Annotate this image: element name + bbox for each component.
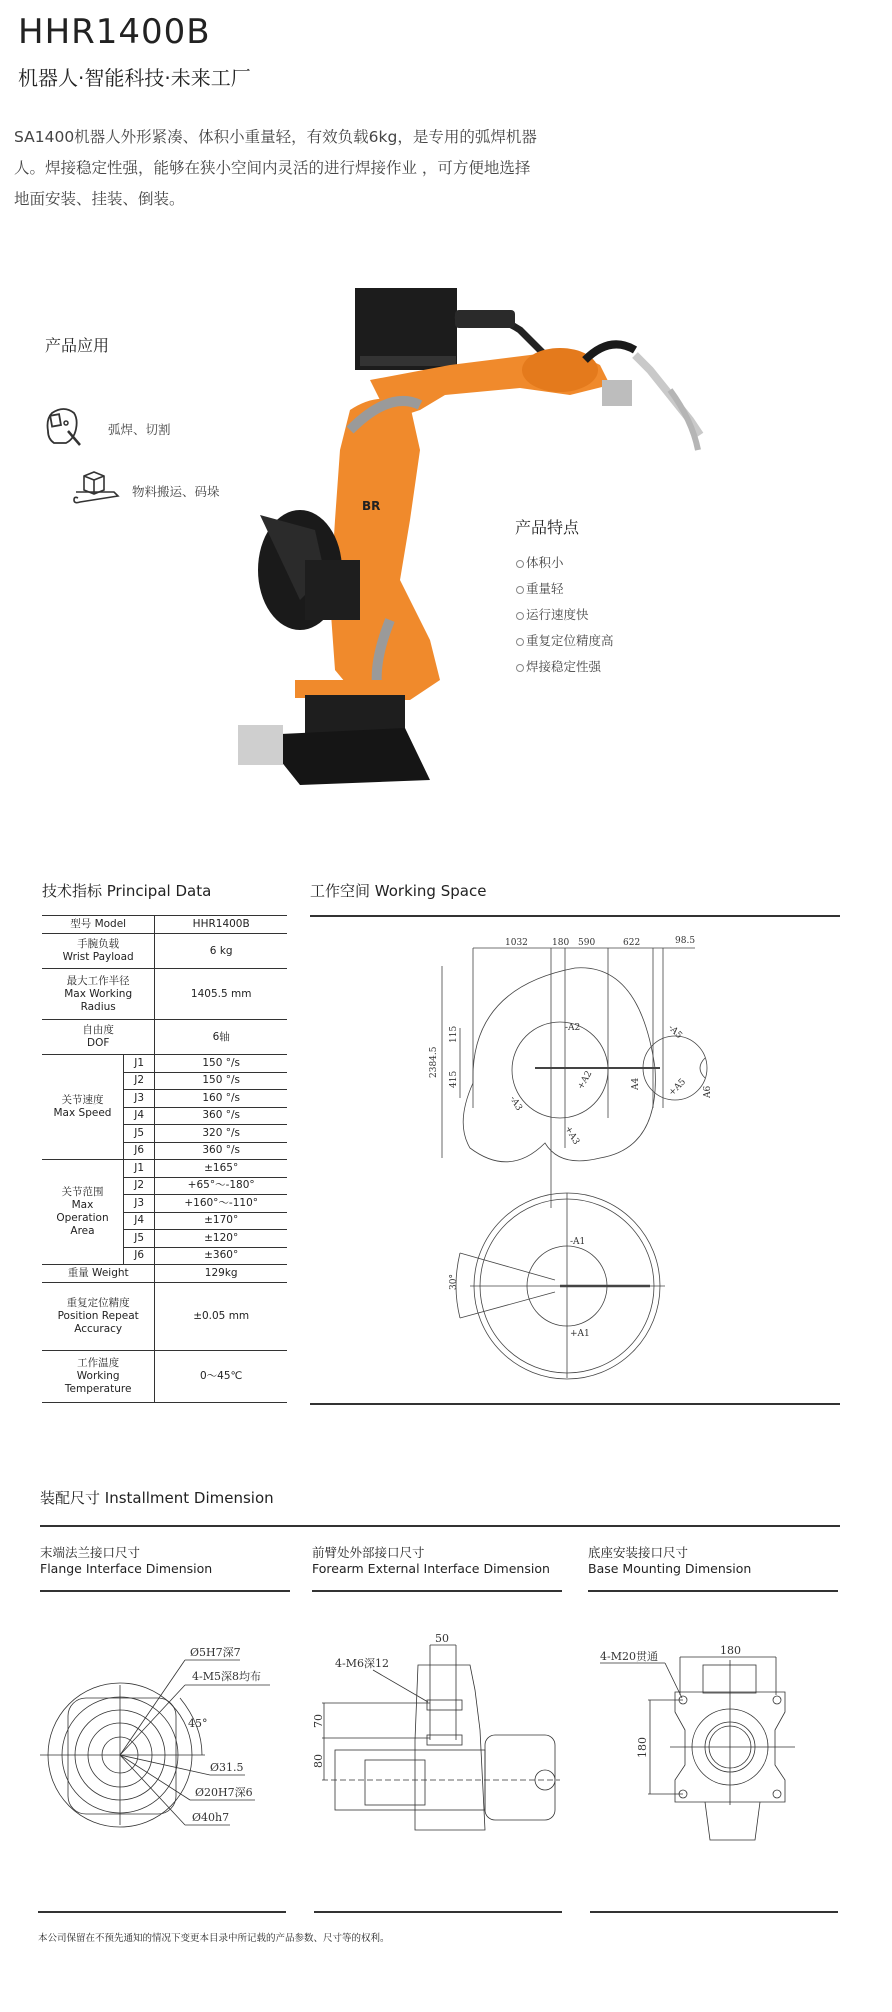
svg-text:A6: A6 — [703, 1085, 713, 1098]
divider — [312, 1590, 562, 1592]
table-row — [42, 1283, 287, 1351]
table-row — [42, 1055, 287, 1073]
intro-line: 人。焊接稳定性强，能够在狭小空间内灵活的进行焊接作业 ，可方便地选择 — [14, 159, 531, 177]
forearm-interface-heading: 前臂处外部接口尺寸 Forearm External Interface Dimension — [312, 1545, 550, 1576]
spec-label: 型号 Model — [42, 916, 155, 934]
divider — [40, 1525, 840, 1527]
svg-text:+A1: +A1 — [570, 1329, 590, 1339]
features-list — [516, 550, 614, 680]
svg-text:622: 622 — [623, 938, 641, 948]
feature-item: 体积小 — [516, 550, 614, 576]
joint-label: J5 — [123, 1230, 154, 1248]
spec-value: ±0.05 mm — [155, 1283, 287, 1351]
spec-value: ±360° — [155, 1247, 287, 1265]
svg-text:98.5: 98.5 — [675, 936, 696, 946]
feature-item: 焊接稳定性强 — [516, 654, 614, 680]
forearm-interface-drawing — [310, 1630, 590, 1860]
spec-value: 320 °/s — [155, 1125, 287, 1143]
table-row — [42, 934, 287, 969]
svg-text:4-M20贯通: 4-M20贯通 — [600, 1650, 658, 1663]
svg-text:-A3: -A3 — [507, 1094, 524, 1113]
spec-label: 关节速度 Max Speed — [42, 1055, 123, 1160]
svg-text:A4: A4 — [631, 1077, 641, 1090]
table-row — [42, 1160, 287, 1178]
svg-text:180: 180 — [552, 938, 570, 948]
svg-text:590: 590 — [578, 938, 596, 948]
joint-label: J5 — [123, 1125, 154, 1143]
intro-line: 地面安装、挂装、倒装。 — [14, 190, 185, 208]
features-title: 产品特点 — [515, 518, 580, 537]
feature-item: 重量轻 — [516, 576, 614, 602]
bullet-icon — [516, 664, 524, 672]
joint-label: J1 — [123, 1160, 154, 1178]
spec-label: 关节范围 Max Operation Area — [42, 1160, 123, 1265]
table-row — [42, 1265, 287, 1283]
table-row — [42, 1351, 287, 1403]
spec-value: 6 kg — [155, 934, 287, 969]
svg-text:Ø20H7深6: Ø20H7深6 — [195, 1786, 253, 1799]
svg-text:Ø40h7: Ø40h7 — [192, 1811, 230, 1824]
intro-paragraph — [14, 122, 604, 215]
spec-value: ±120° — [155, 1230, 287, 1248]
spec-value: +65°～-180° — [155, 1177, 287, 1195]
installment-title: 装配尺寸 Installment Dimension — [40, 1489, 274, 1507]
svg-text:4-M6深12: 4-M6深12 — [335, 1657, 389, 1670]
brand-mark: BR — [362, 499, 381, 513]
spec-value: +160°～-110° — [155, 1195, 287, 1213]
spec-value: 0～45℃ — [155, 1351, 287, 1403]
applications-title: 产品应用 — [45, 336, 110, 355]
svg-text:Ø31.5: Ø31.5 — [210, 1761, 244, 1774]
spec-value: 160 °/s — [155, 1090, 287, 1108]
spec-value: HHR1400B — [155, 916, 287, 934]
svg-text:+A2: +A2 — [575, 1069, 595, 1092]
joint-label: J4 — [123, 1107, 154, 1125]
joint-label: J1 — [123, 1055, 154, 1073]
spec-value: 150 °/s — [155, 1072, 287, 1090]
joint-label: J6 — [123, 1142, 154, 1160]
bullet-icon — [516, 586, 524, 594]
divider — [310, 1403, 840, 1405]
svg-text:+A5: +A5 — [667, 1077, 689, 1099]
svg-text:80: 80 — [312, 1754, 325, 1768]
base-mounting-drawing — [580, 1630, 860, 1860]
principal-data-title: 技术指标 Principal Data — [42, 882, 212, 900]
spec-value: 150 °/s — [155, 1055, 287, 1073]
spec-value: 129kg — [155, 1265, 287, 1283]
divider — [38, 1911, 286, 1913]
spec-value: ±170° — [155, 1212, 287, 1230]
box-on-conveyor-icon — [70, 470, 122, 511]
bullet-icon — [516, 638, 524, 646]
spec-label: 重量 Weight — [42, 1265, 155, 1283]
page-title: HHR1400B — [18, 12, 211, 52]
flange-interface-heading: 末端法兰接口尺寸 Flange Interface Dimension — [40, 1545, 213, 1576]
svg-text:-A1: -A1 — [570, 1237, 586, 1247]
divider — [588, 1590, 838, 1592]
welding-mask-icon — [44, 405, 88, 452]
divider — [590, 1911, 838, 1913]
svg-text:-A5: -A5 — [665, 1023, 684, 1041]
spec-value: 360 °/s — [155, 1107, 287, 1125]
principal-data-table — [42, 915, 287, 1403]
joint-label: J3 — [123, 1090, 154, 1108]
divider — [314, 1911, 562, 1913]
feature-item: 重复定位精度高 — [516, 628, 614, 654]
table-row — [42, 916, 287, 934]
divider — [310, 915, 840, 917]
flange-interface-drawing — [30, 1630, 310, 1860]
svg-text:4-M5深8均布: 4-M5深8均布 — [192, 1670, 261, 1683]
joint-label: J2 — [123, 1072, 154, 1090]
spec-label: 自由度 DOF — [42, 1020, 155, 1055]
spec-label: 重复定位精度 Position Repeat Accuracy — [42, 1283, 155, 1351]
robot-product-image — [230, 270, 770, 810]
joint-label: J2 — [123, 1177, 154, 1195]
working-space-diagram — [310, 918, 850, 1418]
joint-label: J3 — [123, 1195, 154, 1213]
bullet-icon — [516, 560, 524, 568]
spec-label: 最大工作半径 Max Working Radius — [42, 969, 155, 1020]
svg-text:45°: 45° — [188, 1717, 208, 1730]
feature-item: 运行速度快 — [516, 602, 614, 628]
application-label: 弧焊、切割 — [108, 421, 171, 437]
svg-text:115: 115 — [449, 1025, 459, 1043]
divider — [40, 1590, 290, 1592]
footer-disclaimer: 本公司保留在不预先通知的情况下变更本目录中所记载的产品参数、尺寸等的权利。 — [38, 1933, 390, 1944]
svg-text:180: 180 — [636, 1737, 649, 1758]
svg-text:415: 415 — [449, 1070, 459, 1088]
svg-text:2384.5: 2384.5 — [429, 1046, 439, 1078]
page-subtitle: 机器人·智能科技·未来工厂 — [18, 66, 251, 90]
application-item — [70, 470, 220, 511]
joint-label: J4 — [123, 1212, 154, 1230]
spec-label: 手腕负载 Wrist Payload — [42, 934, 155, 969]
svg-text:-A2: -A2 — [565, 1023, 581, 1033]
svg-text:70: 70 — [312, 1714, 325, 1728]
svg-text:30°: 30° — [449, 1274, 459, 1290]
table-row — [42, 969, 287, 1020]
table-row — [42, 1020, 287, 1055]
working-space-title: 工作空间 Working Space — [310, 882, 487, 900]
application-label: 物料搬运、码垛 — [132, 483, 220, 499]
base-mounting-heading: 底座安装接口尺寸 Base Mounting Dimension — [588, 1545, 752, 1576]
spec-value: 360 °/s — [155, 1142, 287, 1160]
svg-text:Ø5H7深7: Ø5H7深7 — [190, 1646, 241, 1659]
joint-label: J6 — [123, 1247, 154, 1265]
bullet-icon — [516, 612, 524, 620]
application-item — [44, 405, 171, 452]
svg-text:1032: 1032 — [505, 938, 528, 948]
svg-text:50: 50 — [435, 1632, 449, 1645]
svg-text:+A3: +A3 — [562, 1124, 581, 1147]
spec-value: ±165° — [155, 1160, 287, 1178]
intro-line: SA1400机器人外形紧凑、体积小重量轻，有效负载6kg，是专用的弧焊机器 — [14, 128, 537, 146]
svg-text:180: 180 — [720, 1644, 741, 1657]
spec-value: 1405.5 mm — [155, 969, 287, 1020]
spec-label: 工作温度 Working Temperature — [42, 1351, 155, 1403]
spec-value: 6轴 — [155, 1020, 287, 1055]
